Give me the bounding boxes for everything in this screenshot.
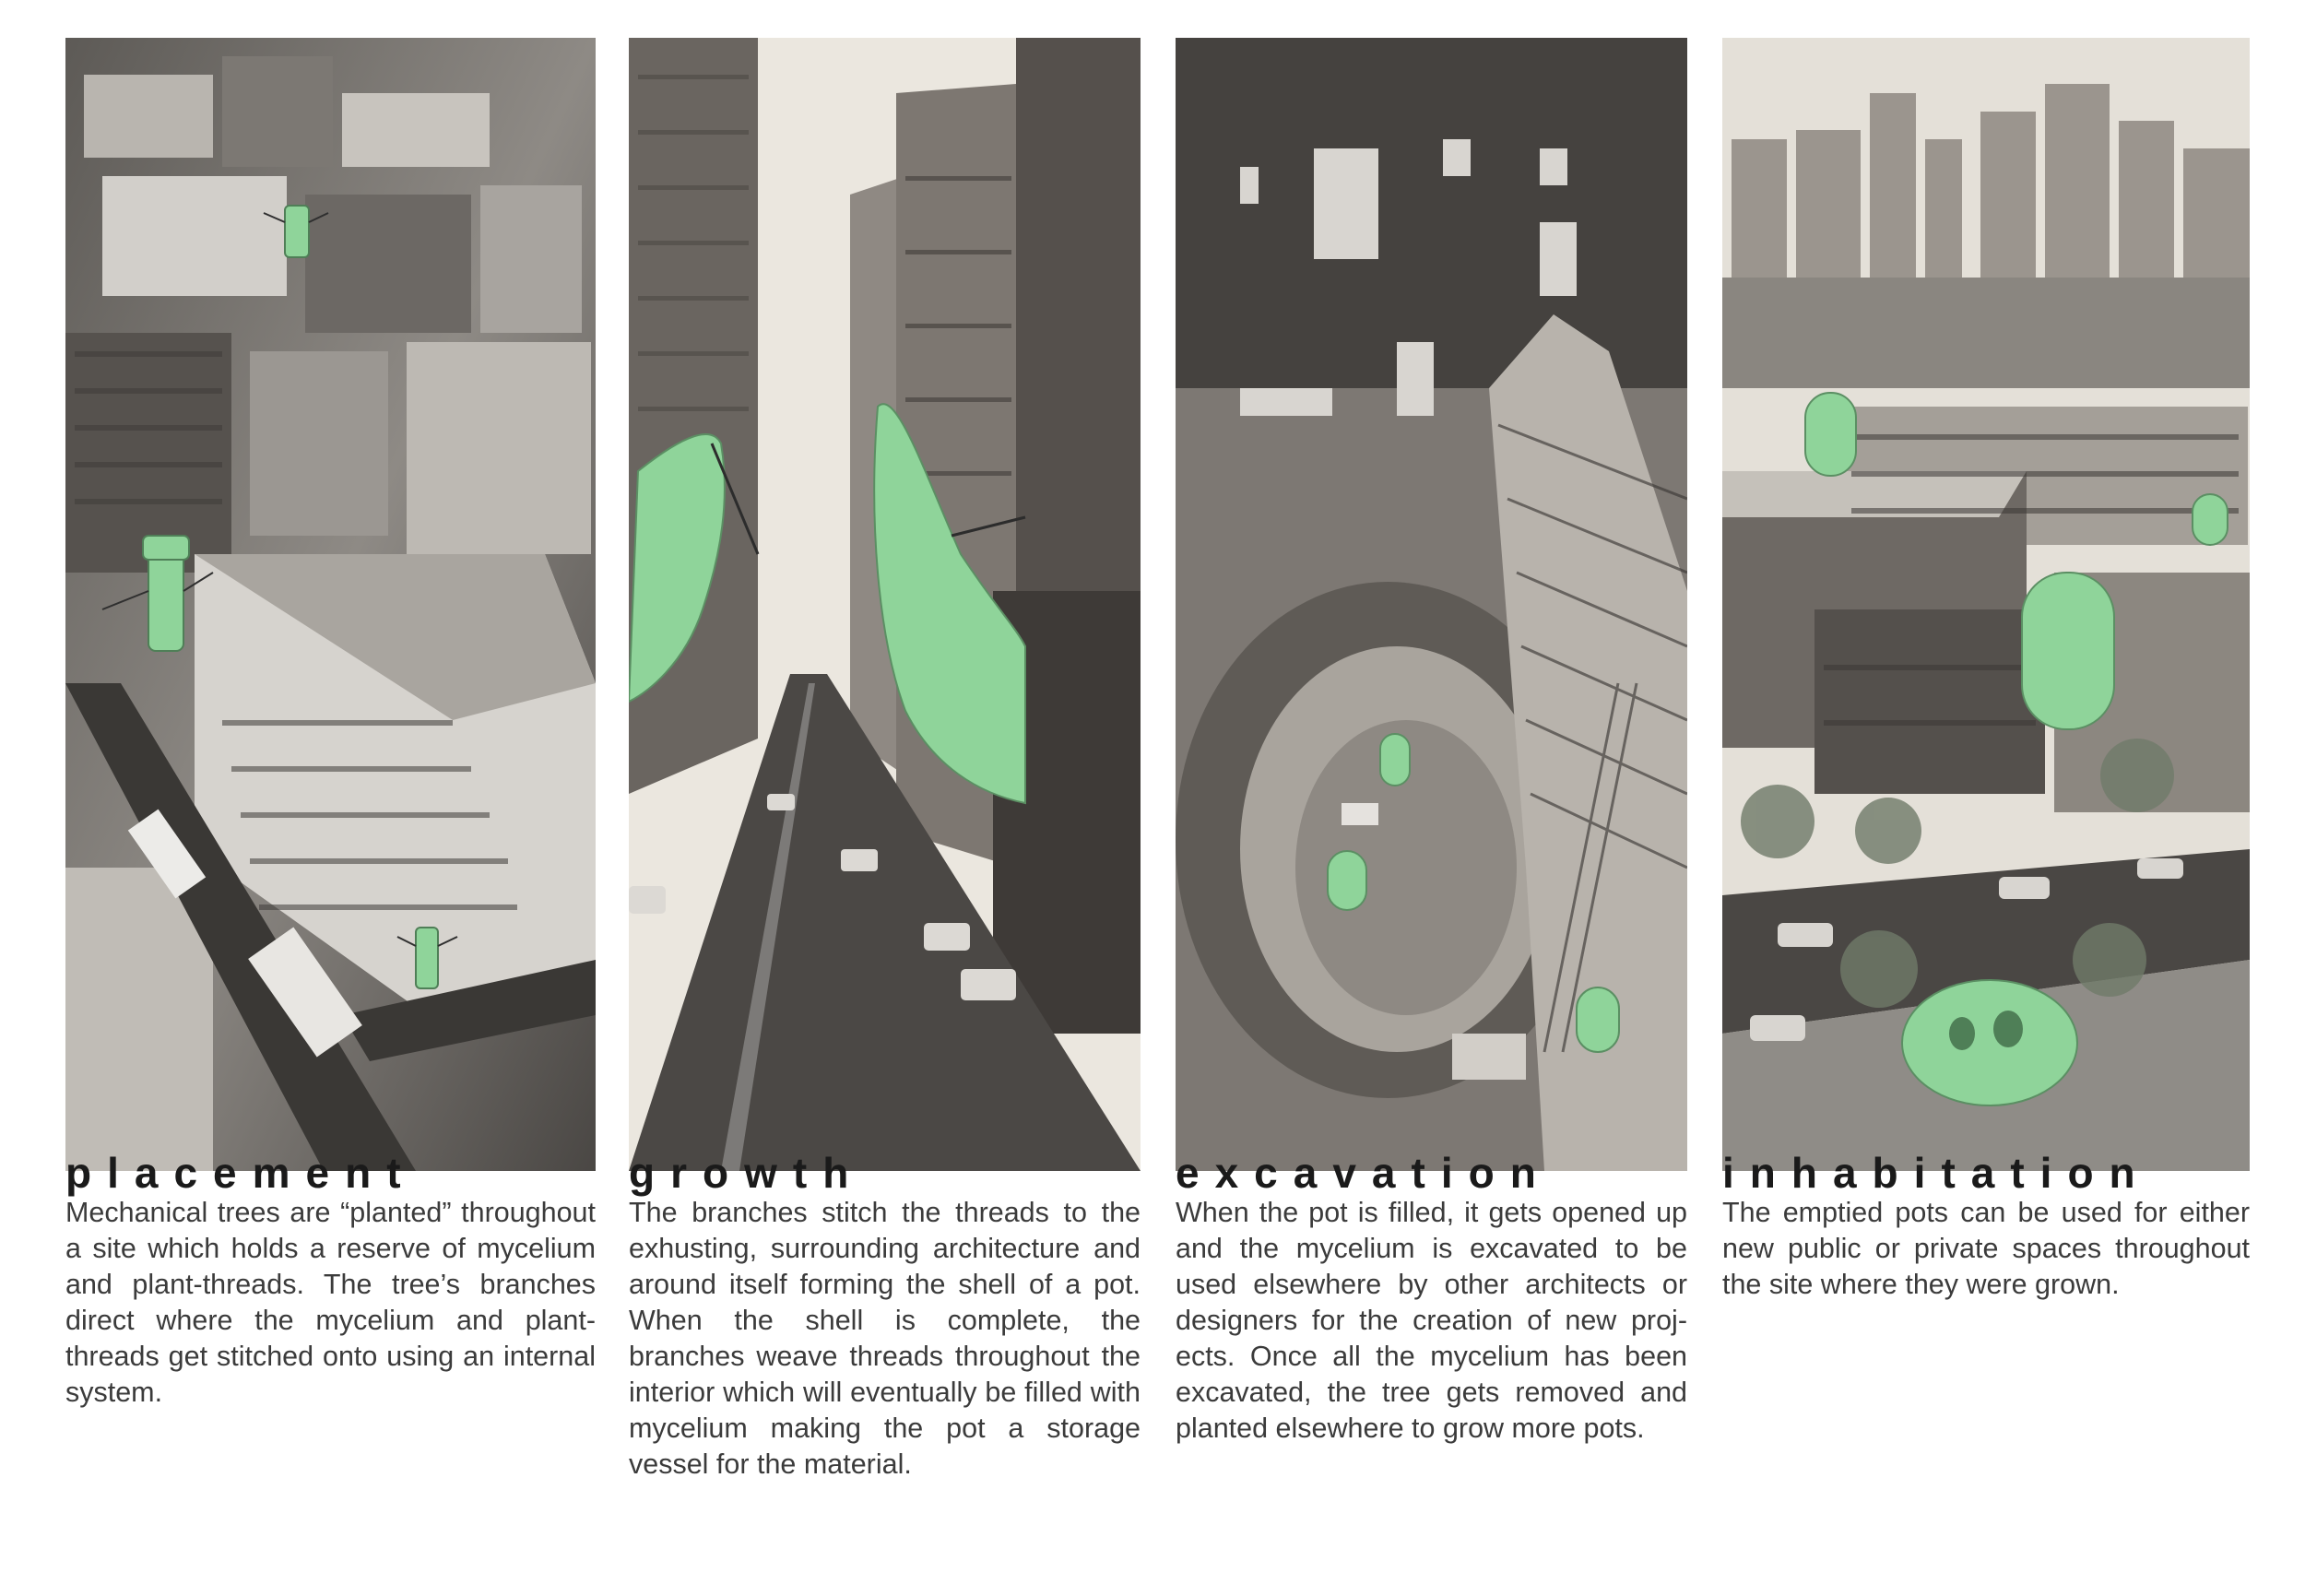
excavation-illustration — [1176, 38, 1687, 1171]
panel-title: placement — [65, 1149, 417, 1197]
panel-description: The branches stitch the threads to the exhusting, surrounding architecture and around itself forming the shell of a pot. When the shell is complete, the branches weave threads throughout the interior which will eventually be filled with mycelium making the pot a storage vessel for the material. — [629, 1197, 1141, 1480]
panel-title: excavation — [1176, 1149, 1552, 1197]
panel-growth — [629, 0, 1141, 1596]
growth-illustration — [629, 38, 1141, 1171]
inhabited-pot-icon — [1902, 980, 2077, 1105]
inhabited-pot-icon — [2193, 494, 2228, 545]
placement-image — [65, 38, 596, 1171]
panel-title: inhabitation — [1722, 1149, 2151, 1197]
panel-excavation — [1176, 0, 1687, 1596]
inhabited-pot-icon — [1805, 393, 1856, 476]
panel-placement — [65, 0, 596, 1596]
inhabitation-illustration — [1722, 38, 2250, 1171]
panel-description: Mechanical trees are “planted” throughout a site which holds a reserve of mycelium and plant-threads. The tree’s branches direct where the mycelium and plant-threads get stitched onto using an internal system. — [65, 1197, 596, 1408]
pod-icon — [1577, 987, 1619, 1052]
panel-description: When the pot is filled, it gets opened up and the mycelium is excavated to be used elsewhere by other architects or designers for the creation of new projects. Once all the mycelium has been excavated, the tree gets removed and planted elsewhere to grow more pots. — [1176, 1197, 1687, 1444]
pod-icon — [1328, 851, 1366, 910]
growth-image — [629, 38, 1141, 1171]
pod-icon — [1380, 734, 1410, 786]
excavation-image — [1176, 38, 1687, 1171]
panel-title: growth — [629, 1149, 865, 1197]
panel-description: The emptied pots can be used for either new public or private spaces throughout the site where they were grown. — [1722, 1197, 2250, 1300]
panel-inhabitation — [1722, 0, 2250, 1596]
placement-illustration — [65, 38, 596, 1171]
inhabitation-image — [1722, 38, 2250, 1171]
inhabited-pot-icon — [2022, 573, 2114, 729]
